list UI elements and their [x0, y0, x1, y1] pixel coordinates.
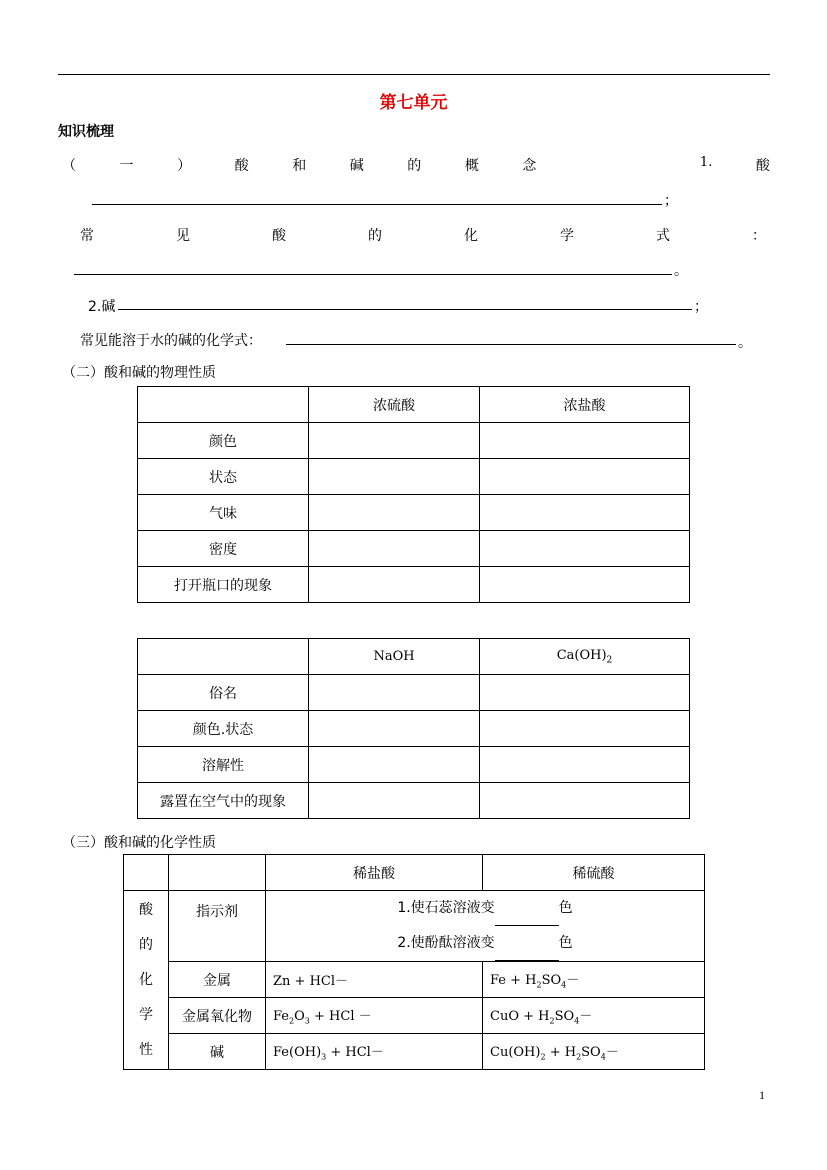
physical-properties-heading: （二）酸和碱的物理性质: [62, 365, 216, 381]
row-label: 指示剂: [169, 891, 266, 962]
formula-subscript: 2: [536, 980, 542, 990]
table-cell: [169, 855, 266, 891]
indicator-cell: [266, 891, 705, 962]
row3-char: 酸: [272, 228, 286, 244]
base-definition-label: 2.碱: [88, 299, 116, 315]
litmus-color-text: 色: [558, 900, 573, 916]
oxide-hcl-cell: [266, 998, 483, 1034]
row3-char: ：: [752, 228, 766, 244]
row1-char: 的: [407, 158, 422, 174]
table-header: NaOH: [309, 639, 480, 675]
table-header: [138, 639, 309, 675]
table-cell: [309, 711, 480, 747]
soluble-base-label: 常见能溶于水的碱的化学式：: [80, 333, 262, 349]
row3-char: 常: [80, 228, 94, 244]
formula-text: SO: [581, 1045, 601, 1061]
table-cell: [309, 675, 480, 711]
row-label: 金属: [169, 962, 266, 998]
acid-definition-blank: [92, 204, 662, 205]
formula-text: Fe(OH): [273, 1045, 322, 1061]
side-label: [124, 891, 169, 1070]
table-cell: [309, 459, 480, 495]
item-number: 1.: [699, 155, 713, 170]
formula-text: －: [579, 1009, 593, 1025]
side-label-char: 化: [139, 971, 153, 988]
formula-text: SO: [541, 973, 562, 989]
side-label-char: 的: [139, 936, 153, 953]
row1-char: 酸: [234, 158, 249, 174]
metal-h2so4-cell: [483, 962, 705, 998]
header-rule: [58, 74, 770, 75]
table-cell: [480, 459, 690, 495]
table-cell: [480, 567, 690, 603]
row3-char: 学: [560, 228, 574, 244]
phenolphthalein-text: 2.使酚酞溶液变: [397, 935, 495, 951]
formula-text: －: [566, 973, 580, 989]
oxide-h2so4-cell: [483, 998, 705, 1034]
row1-char: （: [62, 158, 76, 174]
acid-chemical-table: [123, 854, 705, 1070]
row-label: 密度: [138, 531, 309, 567]
page-title: 第七单元: [379, 93, 448, 113]
row-label: 气味: [138, 495, 309, 531]
formula-text: + HCl －: [309, 1009, 372, 1025]
row3-char: 的: [368, 228, 382, 244]
metal-hcl-cell: Zn + HCl－: [266, 962, 483, 998]
row-label: 碱: [169, 1034, 266, 1070]
table-cell: [309, 423, 480, 459]
table-cell: [309, 531, 480, 567]
formula-text: －: [605, 1045, 619, 1061]
row-label: 颜色.状态: [138, 711, 309, 747]
formula-subscript: 4: [574, 1016, 580, 1026]
formula-subscript: 3: [321, 1052, 327, 1062]
base-hcl-cell: [266, 1034, 483, 1070]
row-label: 金属氧化物: [169, 998, 266, 1034]
section-heading: 知识梳理: [58, 124, 114, 140]
table-cell: [480, 783, 690, 819]
period: 。: [674, 263, 688, 279]
row-label: 溶解性: [138, 747, 309, 783]
table-cell: [480, 495, 690, 531]
row1-char: 概: [464, 158, 479, 174]
row1-char: 念: [522, 158, 537, 174]
acid-base-concept-row: [62, 155, 770, 175]
table-cell: [309, 783, 480, 819]
formula-subscript: 3: [304, 1016, 310, 1026]
table-header: 浓硫酸: [309, 387, 480, 423]
formula-text: Cu(OH): [490, 1045, 541, 1061]
semicolon: ；: [694, 299, 708, 315]
common-acid-formula-row: [80, 225, 766, 245]
row3-char: 见: [176, 228, 190, 244]
side-label-char: 酸: [139, 901, 153, 918]
table-cell: [309, 747, 480, 783]
page-number: 1: [759, 1088, 765, 1102]
row-label: 露置在空气中的现象: [138, 783, 309, 819]
base-definition-blank: [118, 309, 692, 310]
row1-char: 一: [119, 158, 134, 174]
formula-subscript: 2: [289, 1016, 295, 1026]
formula-text: O: [294, 1009, 305, 1025]
acid-physical-table: [137, 386, 690, 603]
row-label: 俗名: [138, 675, 309, 711]
table-cell: [480, 675, 690, 711]
row1-char: 酸: [755, 158, 770, 174]
row-label: 状态: [138, 459, 309, 495]
row-label: 打开瓶口的现象: [138, 567, 309, 603]
row1-char: ）: [177, 158, 192, 174]
table-header: 稀硫酸: [483, 855, 705, 891]
formula-text: Ca(OH): [556, 647, 607, 663]
phenolphthalein-color-text: 色: [558, 935, 573, 951]
phenolphthalein-blank: [495, 946, 559, 961]
formula-text: Fe: [273, 1009, 290, 1025]
table-header: 稀盐酸: [266, 855, 483, 891]
table-cell: [480, 747, 690, 783]
soluble-base-blank: [286, 344, 736, 345]
formula-subscript: 4: [600, 1052, 606, 1062]
formula-text: Fe + H: [490, 973, 537, 989]
base-h2so4-cell: [483, 1034, 705, 1070]
chemical-properties-heading: （三）酸和碱的化学性质: [62, 835, 216, 851]
row1-char: 碱: [349, 158, 364, 174]
acid-formula-blank: [74, 274, 672, 275]
formula-subscript: 2: [549, 1016, 555, 1026]
table-header: 浓盐酸: [480, 387, 690, 423]
row3-char: 化: [464, 228, 478, 244]
side-label-char: 性: [139, 1041, 153, 1058]
table-header: [138, 387, 309, 423]
row3-char: 式: [656, 228, 670, 244]
phenolphthalein-line: [266, 926, 704, 961]
row1-char: 和: [292, 158, 307, 174]
table-cell: [480, 423, 690, 459]
formula-subscript: 2: [540, 1052, 546, 1062]
formula-text: CuO + H: [490, 1009, 550, 1025]
table-cell: [480, 711, 690, 747]
side-label-char: 学: [139, 1006, 153, 1023]
litmus-blank: [495, 911, 559, 926]
formula-text: + H: [545, 1045, 577, 1061]
table-cell: [309, 495, 480, 531]
table-header: [480, 639, 690, 675]
formula-subscript: 2: [576, 1052, 582, 1062]
table-cell: [124, 855, 169, 891]
period: 。: [738, 335, 752, 351]
litmus-line: [266, 891, 704, 926]
table-cell: [309, 567, 480, 603]
base-physical-table: [137, 638, 690, 819]
formula-text: SO: [554, 1009, 575, 1025]
litmus-text: 1.使石蕊溶液变: [397, 900, 495, 916]
semicolon: ；: [664, 193, 678, 209]
row-label: 颜色: [138, 423, 309, 459]
formula-subscript: 2: [606, 655, 613, 666]
formula-text: + HCl－: [326, 1045, 384, 1061]
formula-subscript: 4: [561, 980, 567, 990]
table-cell: [480, 531, 690, 567]
